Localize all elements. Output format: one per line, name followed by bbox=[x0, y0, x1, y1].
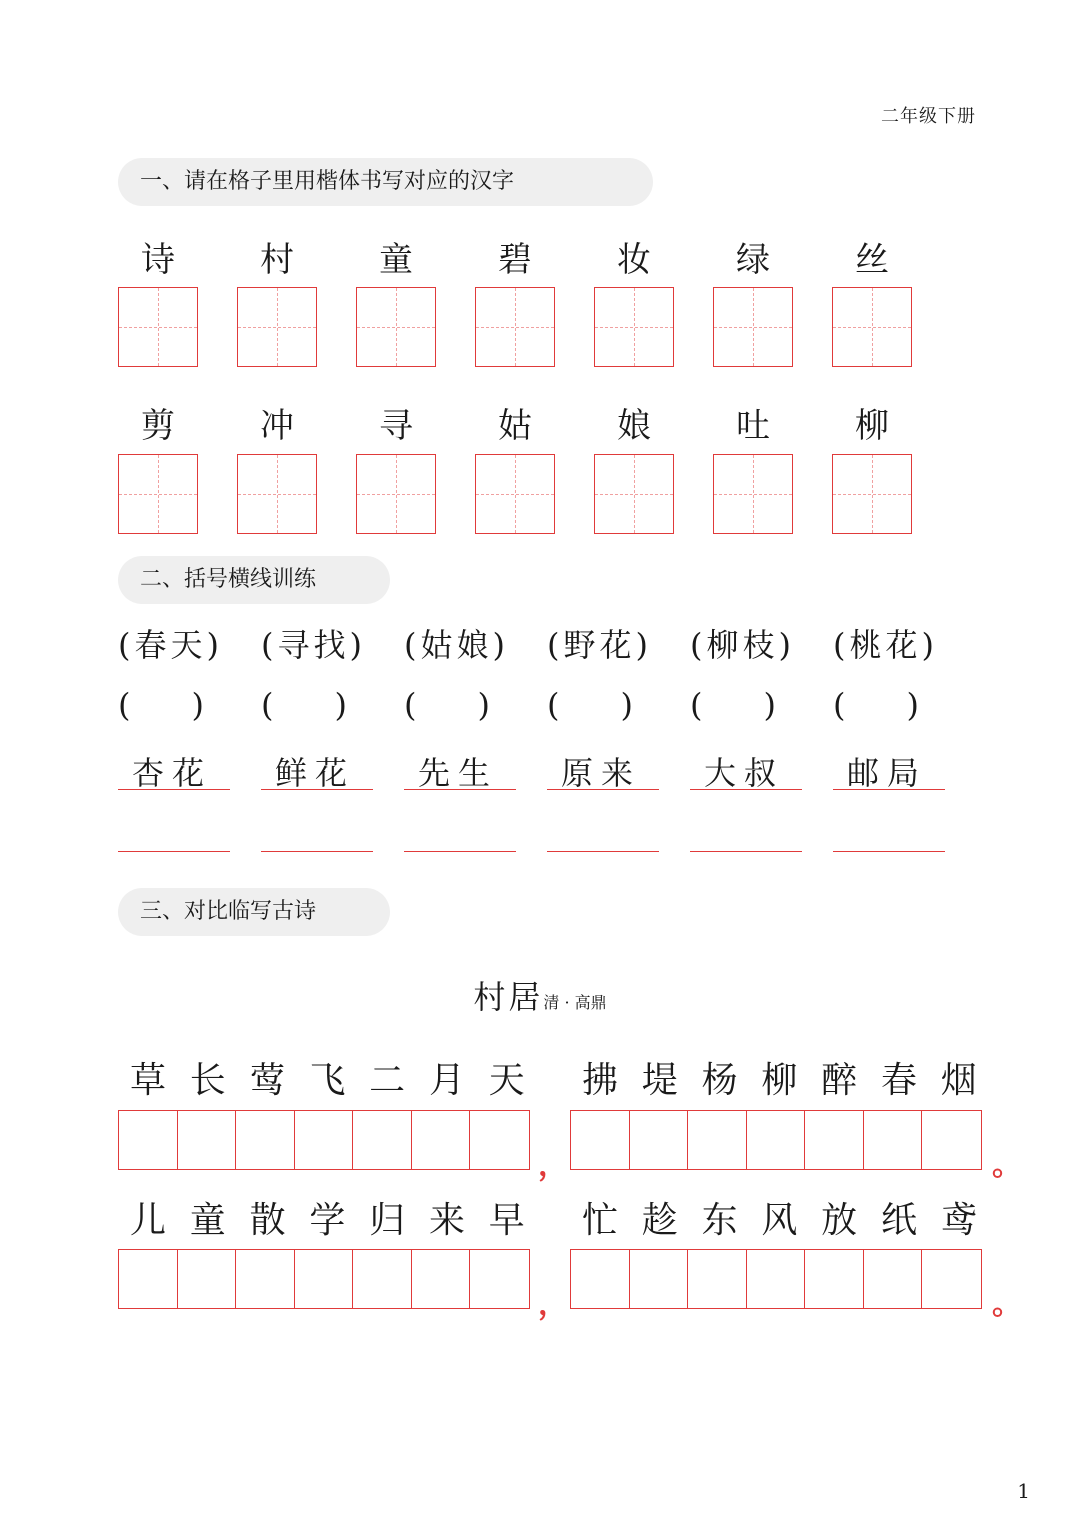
empty-bracket[interactable]: ( ) bbox=[833, 686, 919, 724]
writing-line[interactable] bbox=[404, 851, 516, 852]
character-label: 姑 bbox=[498, 406, 532, 446]
writing-line[interactable] bbox=[690, 851, 802, 852]
poem-writing-cell[interactable] bbox=[630, 1111, 689, 1169]
poem-writing-cell[interactable] bbox=[922, 1111, 981, 1169]
underlined-word: 鲜花 bbox=[275, 754, 356, 792]
period-mark: 。 bbox=[992, 1287, 1022, 1322]
poem-character: 风 bbox=[761, 1200, 798, 1241]
section-3-title: 三、对比临写古诗 bbox=[118, 888, 390, 936]
poem-character: 二 bbox=[369, 1060, 406, 1101]
underlined-word: 大叔 bbox=[704, 754, 785, 792]
tianzige-writing-box[interactable] bbox=[475, 287, 555, 367]
character-label: 碧 bbox=[498, 240, 532, 280]
poem-character: 归 bbox=[369, 1200, 406, 1241]
poem-writing-cell[interactable] bbox=[864, 1111, 923, 1169]
section-1-title: 一、请在格子里用楷体书写对应的汉字 bbox=[118, 158, 653, 206]
grade-label: 二年级下册 bbox=[881, 106, 976, 127]
bracket-word: (寻找) bbox=[261, 626, 366, 664]
poem-character: 莺 bbox=[249, 1060, 286, 1101]
poem-writing-cell[interactable] bbox=[688, 1250, 747, 1308]
poem-writing-cell[interactable] bbox=[805, 1111, 864, 1169]
poem-writing-cell[interactable] bbox=[178, 1111, 237, 1169]
character-label: 诗 bbox=[141, 240, 175, 280]
poem-writing-cell[interactable] bbox=[295, 1111, 354, 1169]
tianzige-writing-box[interactable] bbox=[356, 287, 436, 367]
poem-character: 烟 bbox=[940, 1060, 977, 1101]
bracket-word: (柳枝) bbox=[690, 626, 795, 664]
tianzige-writing-box[interactable] bbox=[475, 454, 555, 534]
poem-character: 忙 bbox=[581, 1200, 618, 1241]
underlined-word: 邮局 bbox=[847, 754, 928, 792]
period-mark: 。 bbox=[992, 1148, 1022, 1183]
comma-mark: ， bbox=[538, 1148, 568, 1183]
tianzige-writing-box[interactable] bbox=[237, 287, 317, 367]
tianzige-writing-box[interactable] bbox=[832, 287, 912, 367]
empty-bracket[interactable]: ( ) bbox=[118, 686, 204, 724]
underlined-word: 杏花 bbox=[132, 754, 213, 792]
character-label: 娘 bbox=[617, 406, 651, 446]
poem-character: 拂 bbox=[581, 1060, 618, 1101]
character-label: 村 bbox=[260, 240, 294, 280]
poem-character: 放 bbox=[821, 1200, 858, 1241]
poem-character: 杨 bbox=[701, 1060, 738, 1101]
poem-writing-cell[interactable] bbox=[922, 1250, 981, 1308]
poem-writing-cell[interactable] bbox=[571, 1111, 630, 1169]
poem-writing-cell[interactable] bbox=[688, 1111, 747, 1169]
poem-writing-cell[interactable] bbox=[630, 1250, 689, 1308]
character-label: 柳 bbox=[855, 406, 889, 446]
tianzige-writing-box[interactable] bbox=[832, 454, 912, 534]
poem-character: 柳 bbox=[761, 1060, 798, 1101]
poem-writing-cell[interactable] bbox=[805, 1250, 864, 1308]
poem-writing-cell[interactable] bbox=[412, 1250, 471, 1308]
poem-writing-cell[interactable] bbox=[470, 1250, 529, 1308]
poem-character: 散 bbox=[249, 1200, 286, 1241]
poem-character: 月 bbox=[428, 1060, 465, 1101]
empty-bracket[interactable]: ( ) bbox=[404, 686, 490, 724]
poem-character: 醉 bbox=[821, 1060, 858, 1101]
tianzige-writing-box[interactable] bbox=[594, 454, 674, 534]
word-underline bbox=[690, 789, 802, 790]
poem-character: 童 bbox=[189, 1200, 226, 1241]
poem-character: 飞 bbox=[309, 1060, 346, 1101]
character-label: 寻 bbox=[379, 406, 413, 446]
underlined-word: 先生 bbox=[418, 754, 499, 792]
character-label: 剪 bbox=[141, 406, 175, 446]
poem-writing-cell[interactable] bbox=[119, 1111, 178, 1169]
empty-bracket[interactable]: ( ) bbox=[261, 686, 347, 724]
empty-bracket[interactable]: ( ) bbox=[690, 686, 776, 724]
poem-character: 东 bbox=[701, 1200, 738, 1241]
poem-writing-cell[interactable] bbox=[236, 1111, 295, 1169]
tianzige-writing-box[interactable] bbox=[356, 454, 436, 534]
poem-writing-cell[interactable] bbox=[747, 1250, 806, 1308]
bracket-word: (春天) bbox=[118, 626, 223, 664]
poem-character: 学 bbox=[309, 1200, 346, 1241]
poem-character: 鸢 bbox=[940, 1200, 977, 1241]
poem-writing-cell[interactable] bbox=[295, 1250, 354, 1308]
writing-line[interactable] bbox=[261, 851, 373, 852]
poem-name: 村居 bbox=[473, 978, 544, 1016]
poem-writing-cell[interactable] bbox=[353, 1250, 412, 1308]
poem-writing-boxes bbox=[118, 1110, 530, 1170]
character-label: 丝 bbox=[855, 240, 889, 280]
tianzige-writing-box[interactable] bbox=[118, 454, 198, 534]
poem-title bbox=[0, 972, 1080, 1018]
page-number: 1 bbox=[1017, 1479, 1030, 1503]
tianzige-writing-box[interactable] bbox=[713, 287, 793, 367]
poem-writing-cell[interactable] bbox=[353, 1111, 412, 1169]
section-2-title: 二、括号横线训练 bbox=[118, 556, 390, 604]
poem-writing-cell[interactable] bbox=[119, 1250, 178, 1308]
underlined-word: 原来 bbox=[561, 754, 642, 792]
poem-writing-cell[interactable] bbox=[864, 1250, 923, 1308]
character-label: 绿 bbox=[736, 240, 770, 280]
writing-line[interactable] bbox=[833, 851, 945, 852]
poem-character: 早 bbox=[488, 1200, 525, 1241]
character-label: 妆 bbox=[617, 240, 651, 280]
poem-character: 纸 bbox=[880, 1200, 917, 1241]
poem-writing-cell[interactable] bbox=[571, 1250, 630, 1308]
tianzige-writing-box[interactable] bbox=[713, 454, 793, 534]
character-label: 吐 bbox=[736, 406, 770, 446]
tianzige-writing-box[interactable] bbox=[594, 287, 674, 367]
word-underline bbox=[547, 789, 659, 790]
poem-writing-cell[interactable] bbox=[470, 1111, 529, 1169]
poem-character: 来 bbox=[428, 1200, 465, 1241]
poem-writing-cell[interactable] bbox=[178, 1250, 237, 1308]
poem-character: 趁 bbox=[641, 1200, 678, 1241]
word-underline bbox=[404, 789, 516, 790]
character-label: 冲 bbox=[260, 406, 294, 446]
poem-character: 草 bbox=[129, 1060, 166, 1101]
poem-writing-cell[interactable] bbox=[412, 1111, 471, 1169]
poem-writing-boxes bbox=[570, 1110, 982, 1170]
tianzige-writing-box[interactable] bbox=[118, 287, 198, 367]
tianzige-writing-box[interactable] bbox=[237, 454, 317, 534]
word-underline bbox=[118, 789, 230, 790]
poem-character: 长 bbox=[189, 1060, 226, 1101]
bracket-word: (桃花) bbox=[833, 626, 938, 664]
poem-writing-boxes bbox=[118, 1249, 530, 1309]
writing-line[interactable] bbox=[118, 851, 230, 852]
character-label: 童 bbox=[379, 240, 413, 280]
bracket-word: (姑娘) bbox=[404, 626, 509, 664]
bracket-word: (野花) bbox=[547, 626, 652, 664]
comma-mark: ， bbox=[538, 1287, 568, 1322]
poem-character: 春 bbox=[880, 1060, 917, 1101]
poem-character: 堤 bbox=[641, 1060, 678, 1101]
poem-character: 天 bbox=[488, 1060, 525, 1101]
poem-author: 清 · 高鼎 bbox=[543, 993, 607, 1012]
word-underline bbox=[261, 789, 373, 790]
poem-writing-cell[interactable] bbox=[236, 1250, 295, 1308]
empty-bracket[interactable]: ( ) bbox=[547, 686, 633, 724]
writing-line[interactable] bbox=[547, 851, 659, 852]
poem-character: 儿 bbox=[129, 1200, 166, 1241]
poem-writing-boxes bbox=[570, 1249, 982, 1309]
word-underline bbox=[833, 789, 945, 790]
poem-writing-cell[interactable] bbox=[747, 1111, 806, 1169]
